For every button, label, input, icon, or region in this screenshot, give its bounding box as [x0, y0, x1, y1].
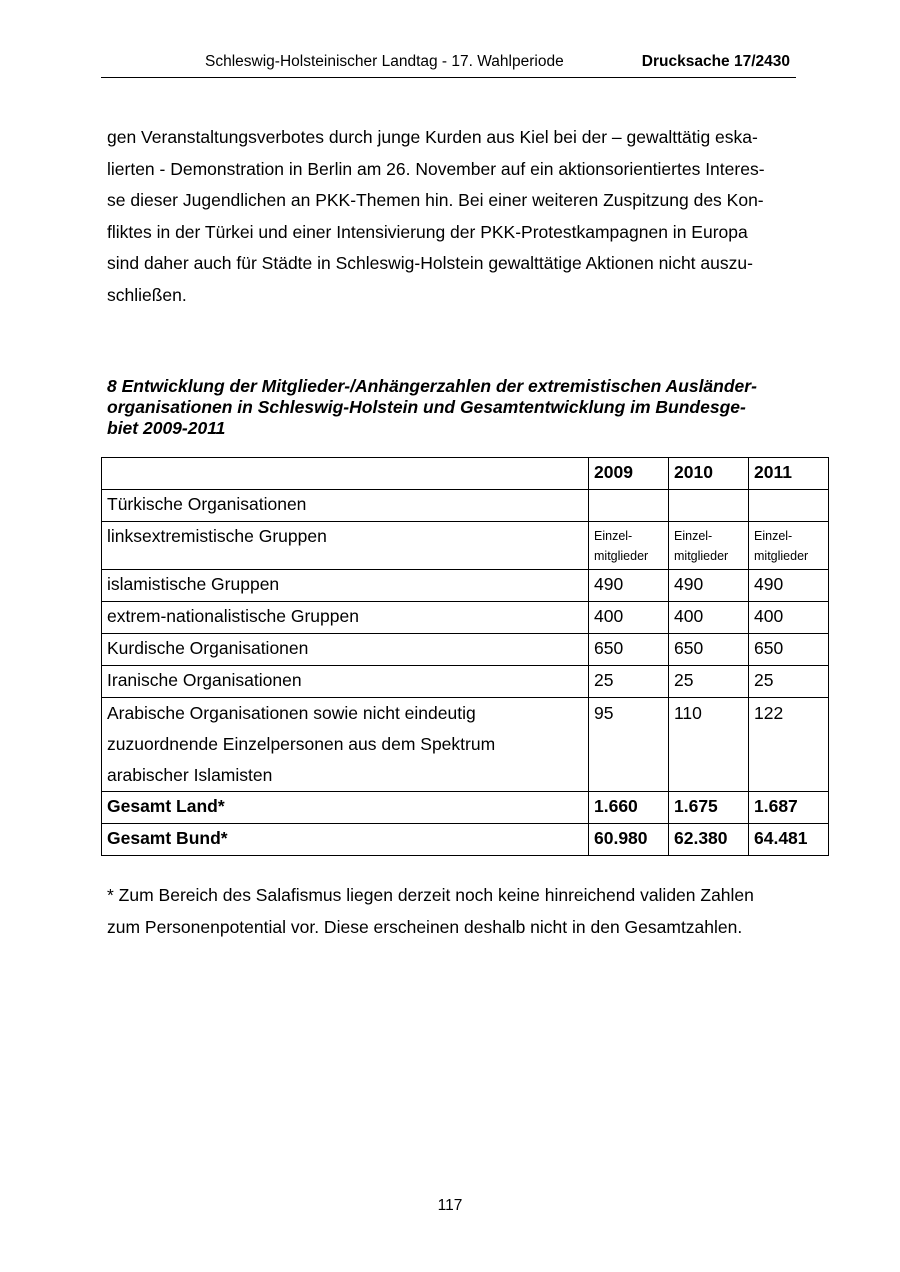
section-heading-line: 8 Entwicklung der Mitglieder-/Anhängerzahlen der extremistischen Ausländer- [107, 376, 757, 396]
intro-paragraph [107, 122, 807, 311]
section-heading [107, 376, 807, 439]
row-label-line: Arabische Organisationen sowie nicht eindeutig [107, 703, 476, 723]
table-row [102, 522, 829, 570]
table-row [102, 490, 829, 522]
header-title: Schleswig-Holsteinischer Landtag - 17. Wahlperiode [205, 53, 564, 70]
row-value [589, 490, 669, 522]
row-value [669, 490, 749, 522]
table-header-year: 2009 [589, 458, 669, 490]
row-label: islamistische Gruppen [102, 570, 589, 602]
row-value-line: mitglieder [594, 549, 649, 563]
table-header-row [102, 458, 829, 490]
row-value: 1.687 [749, 792, 829, 824]
page-number: 117 [437, 1197, 463, 1214]
footnote-line: zum Personenpotential vor. Diese erscheinen deshalb nicht in den Gesamtzahlen. [107, 916, 743, 937]
table-row-total-land [102, 792, 829, 824]
row-value: 110 [669, 698, 749, 792]
intro-line: schließen. [107, 284, 187, 305]
row-value: 650 [669, 634, 749, 666]
row-value-line: mitglieder [674, 549, 729, 563]
row-label-line: arabischer Islamisten [107, 765, 273, 785]
intro-line: sind daher auch für Städte in Schleswig-Holstein gewalttätige Aktionen nicht auszu- [107, 253, 753, 273]
header-document-number: Drucksache 17/2430 [641, 53, 790, 70]
table-header-year: 2010 [669, 458, 749, 490]
intro-line: gen Veranstaltungsverbotes durch junge Kurden aus Kiel bei der – gewalttätig eska- [107, 127, 758, 147]
row-value-line: Einzel- [754, 529, 793, 543]
row-value [589, 522, 669, 570]
row-value: 122 [749, 698, 829, 792]
row-label-line: zuzuordnende Einzelpersonen aus dem Spektrum [107, 734, 496, 754]
row-value: 490 [589, 570, 669, 602]
row-label: Türkische Organisationen [102, 490, 589, 522]
row-value: 400 [589, 602, 669, 634]
footnote-line: * Zum Bereich des Salafismus liegen derzeit noch keine hinreichend validen Zahlen [107, 885, 754, 905]
table-header-year: 2011 [749, 458, 829, 490]
row-value: 1.660 [589, 792, 669, 824]
row-value: 650 [589, 634, 669, 666]
table-row [102, 698, 829, 792]
row-label: Gesamt Bund* [102, 824, 589, 856]
section-heading-line: biet 2009-2011 [107, 418, 226, 438]
row-label: extrem-nationalistische Gruppen [102, 602, 589, 634]
row-label: Gesamt Land* [102, 792, 589, 824]
row-value: 64.481 [749, 824, 829, 856]
table-row [102, 634, 829, 666]
membership-table [101, 457, 829, 856]
intro-line: se dieser Jugendlichen an PKK-Themen hin. Bei einer weiteren Zuspitzung des Kon- [107, 190, 764, 210]
table-row [102, 666, 829, 698]
row-value: 62.380 [669, 824, 749, 856]
table-row-total-bund [102, 824, 829, 856]
row-value: 400 [669, 602, 749, 634]
row-value [749, 522, 829, 570]
table-header-empty-cell [102, 458, 589, 490]
row-value: 25 [669, 666, 749, 698]
row-value-line: Einzel- [674, 529, 713, 543]
row-value: 1.675 [669, 792, 749, 824]
row-value [669, 522, 749, 570]
row-label: Iranische Organisationen [102, 666, 589, 698]
row-label: Kurdische Organisationen [102, 634, 589, 666]
row-value [749, 490, 829, 522]
row-value: 650 [749, 634, 829, 666]
section-heading-line: organisationen in Schleswig-Holstein und Gesamtentwicklung im Bundesge- [107, 397, 746, 417]
page-header [101, 51, 796, 78]
row-label: linksextremistische Gruppen [102, 522, 589, 570]
row-value: 400 [749, 602, 829, 634]
row-value: 25 [749, 666, 829, 698]
footnote [107, 880, 807, 943]
row-value: 25 [589, 666, 669, 698]
row-value-line: Einzel- [594, 529, 633, 543]
row-value: 490 [669, 570, 749, 602]
intro-line: lierten - Demonstration in Berlin am 26. November auf ein aktionsorientiertes Interes- [107, 158, 765, 179]
row-value: 95 [589, 698, 669, 792]
row-value-line: mitglieder [754, 549, 809, 563]
row-value: 490 [749, 570, 829, 602]
intro-line: fliktes in der Türkei und einer Intensivierung der PKK-Protestkampagnen in Europa [107, 221, 748, 242]
table-row [102, 602, 829, 634]
row-label [102, 698, 589, 792]
table-row [102, 570, 829, 602]
row-value: 60.980 [589, 824, 669, 856]
